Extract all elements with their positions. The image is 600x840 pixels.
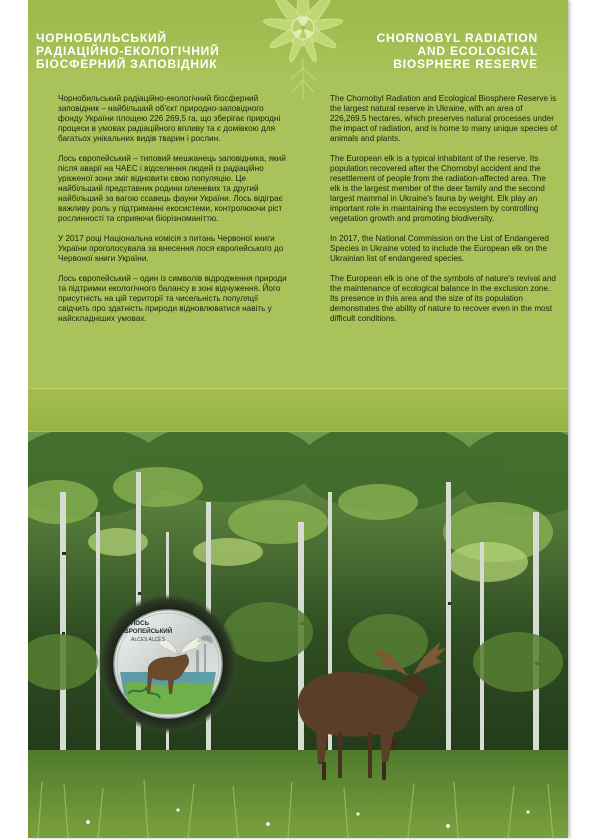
title-ua-line: ЧОРНОБИЛЬСЬКИЙ xyxy=(36,31,167,45)
forest-elk-illustration xyxy=(28,432,568,838)
title-english xyxy=(318,32,538,71)
title-ua-line: РАДІАЦІЙНО-ЕКОЛОГІЧНИЙ xyxy=(36,44,220,58)
title-ua-line: БІОСФЕРНИЙ ЗАПОВІДНИК xyxy=(36,57,218,71)
forest-photo xyxy=(28,432,568,838)
title-en-line: BIOSPHERE RESERVE xyxy=(393,57,538,71)
title-ukrainian xyxy=(36,32,286,71)
booklet-page xyxy=(28,0,568,838)
commemorative-coin xyxy=(98,594,238,734)
coin-name-line1: ЛОСЬ xyxy=(130,620,150,627)
title-en-line: CHORNOBYL RADIATION xyxy=(376,31,538,45)
paragraph: Лось європейський – один із символів відродження природи та підтримки екологічного балансу в зоні відчуження. Його присутність на цій території та чисельність популяції свідчить про здатність природи відновлюватися навіть у найскладніших умовах. xyxy=(58,274,287,323)
paragraph: The Chornobyl Radiation and Ecological Biosphere Reserve is the largest natural reserve in Ukraine, with an area of 226,269.5 hectares, which preserves natural processes under the impact of radiation, and is home to many unique species of animals and plants. xyxy=(330,94,558,143)
paragraph: In 2017, the National Commission on the List of Endangered Species in Ukraine voted to include the European elk on the Ukrainian list of endangered species. xyxy=(330,234,549,263)
paragraph: У 2017 році Національна комісія з питань Червоної книги України проголосувала за внесення лося європейського до Червоної книги України. xyxy=(58,234,284,263)
coin-latin-name: ALCES ALCES xyxy=(131,637,165,643)
coin-name-line2: ЄВРОПЕЙСЬКИЙ xyxy=(119,628,173,635)
paragraph: Лось європейський – типовий мешканець заповідника, який після аварії на ЧАЕС і відселення людей із радіаційно ураженої зони зміг відновити свою популяцію. Це найбільший представник родини оленевих та другий найбільший за вагою ссавець фауни України. Лось відіграє важливу роль у підтриманні екосистеми, контролюючи ріст рослинності та сприяючи біорізноманіттю. xyxy=(58,154,286,223)
paragraph: Чорнобильський радіаційно-екологічний біосферний заповідник – найбільший об'єкт природно-заповідного фонду України площею 226 269,5 га, що зберігає природні процеси в умовах радіаційного впливу та є домівкою для багатьох унікальних видів тварин і рослин. xyxy=(58,94,281,143)
paragraph: The European elk is one of the symbols of nature's revival and the maintenance of ecological balance in the exclusion zone. Its presence in this area and the size of its population demonstrates the ability of nature to recover even in the most difficult conditions. xyxy=(330,274,556,323)
divider-band xyxy=(28,388,568,431)
text-column-ukrainian xyxy=(58,94,288,334)
header xyxy=(28,0,568,78)
text-column-english xyxy=(330,94,558,334)
paragraph: The European elk is a typical inhabitant of the reserve. Its population recovered after the Chornobyl accident and the resettlement of people from the radiation-affected area. The elk is the largest member of the deer family and the second largest mammal in Ukraine's fauna by weight. Elk play an important role in maintaining the ecosystem by controlling vegetation growth and promoting biodiversity. xyxy=(330,154,546,223)
title-en-line: AND ECOLOGICAL xyxy=(417,44,538,58)
